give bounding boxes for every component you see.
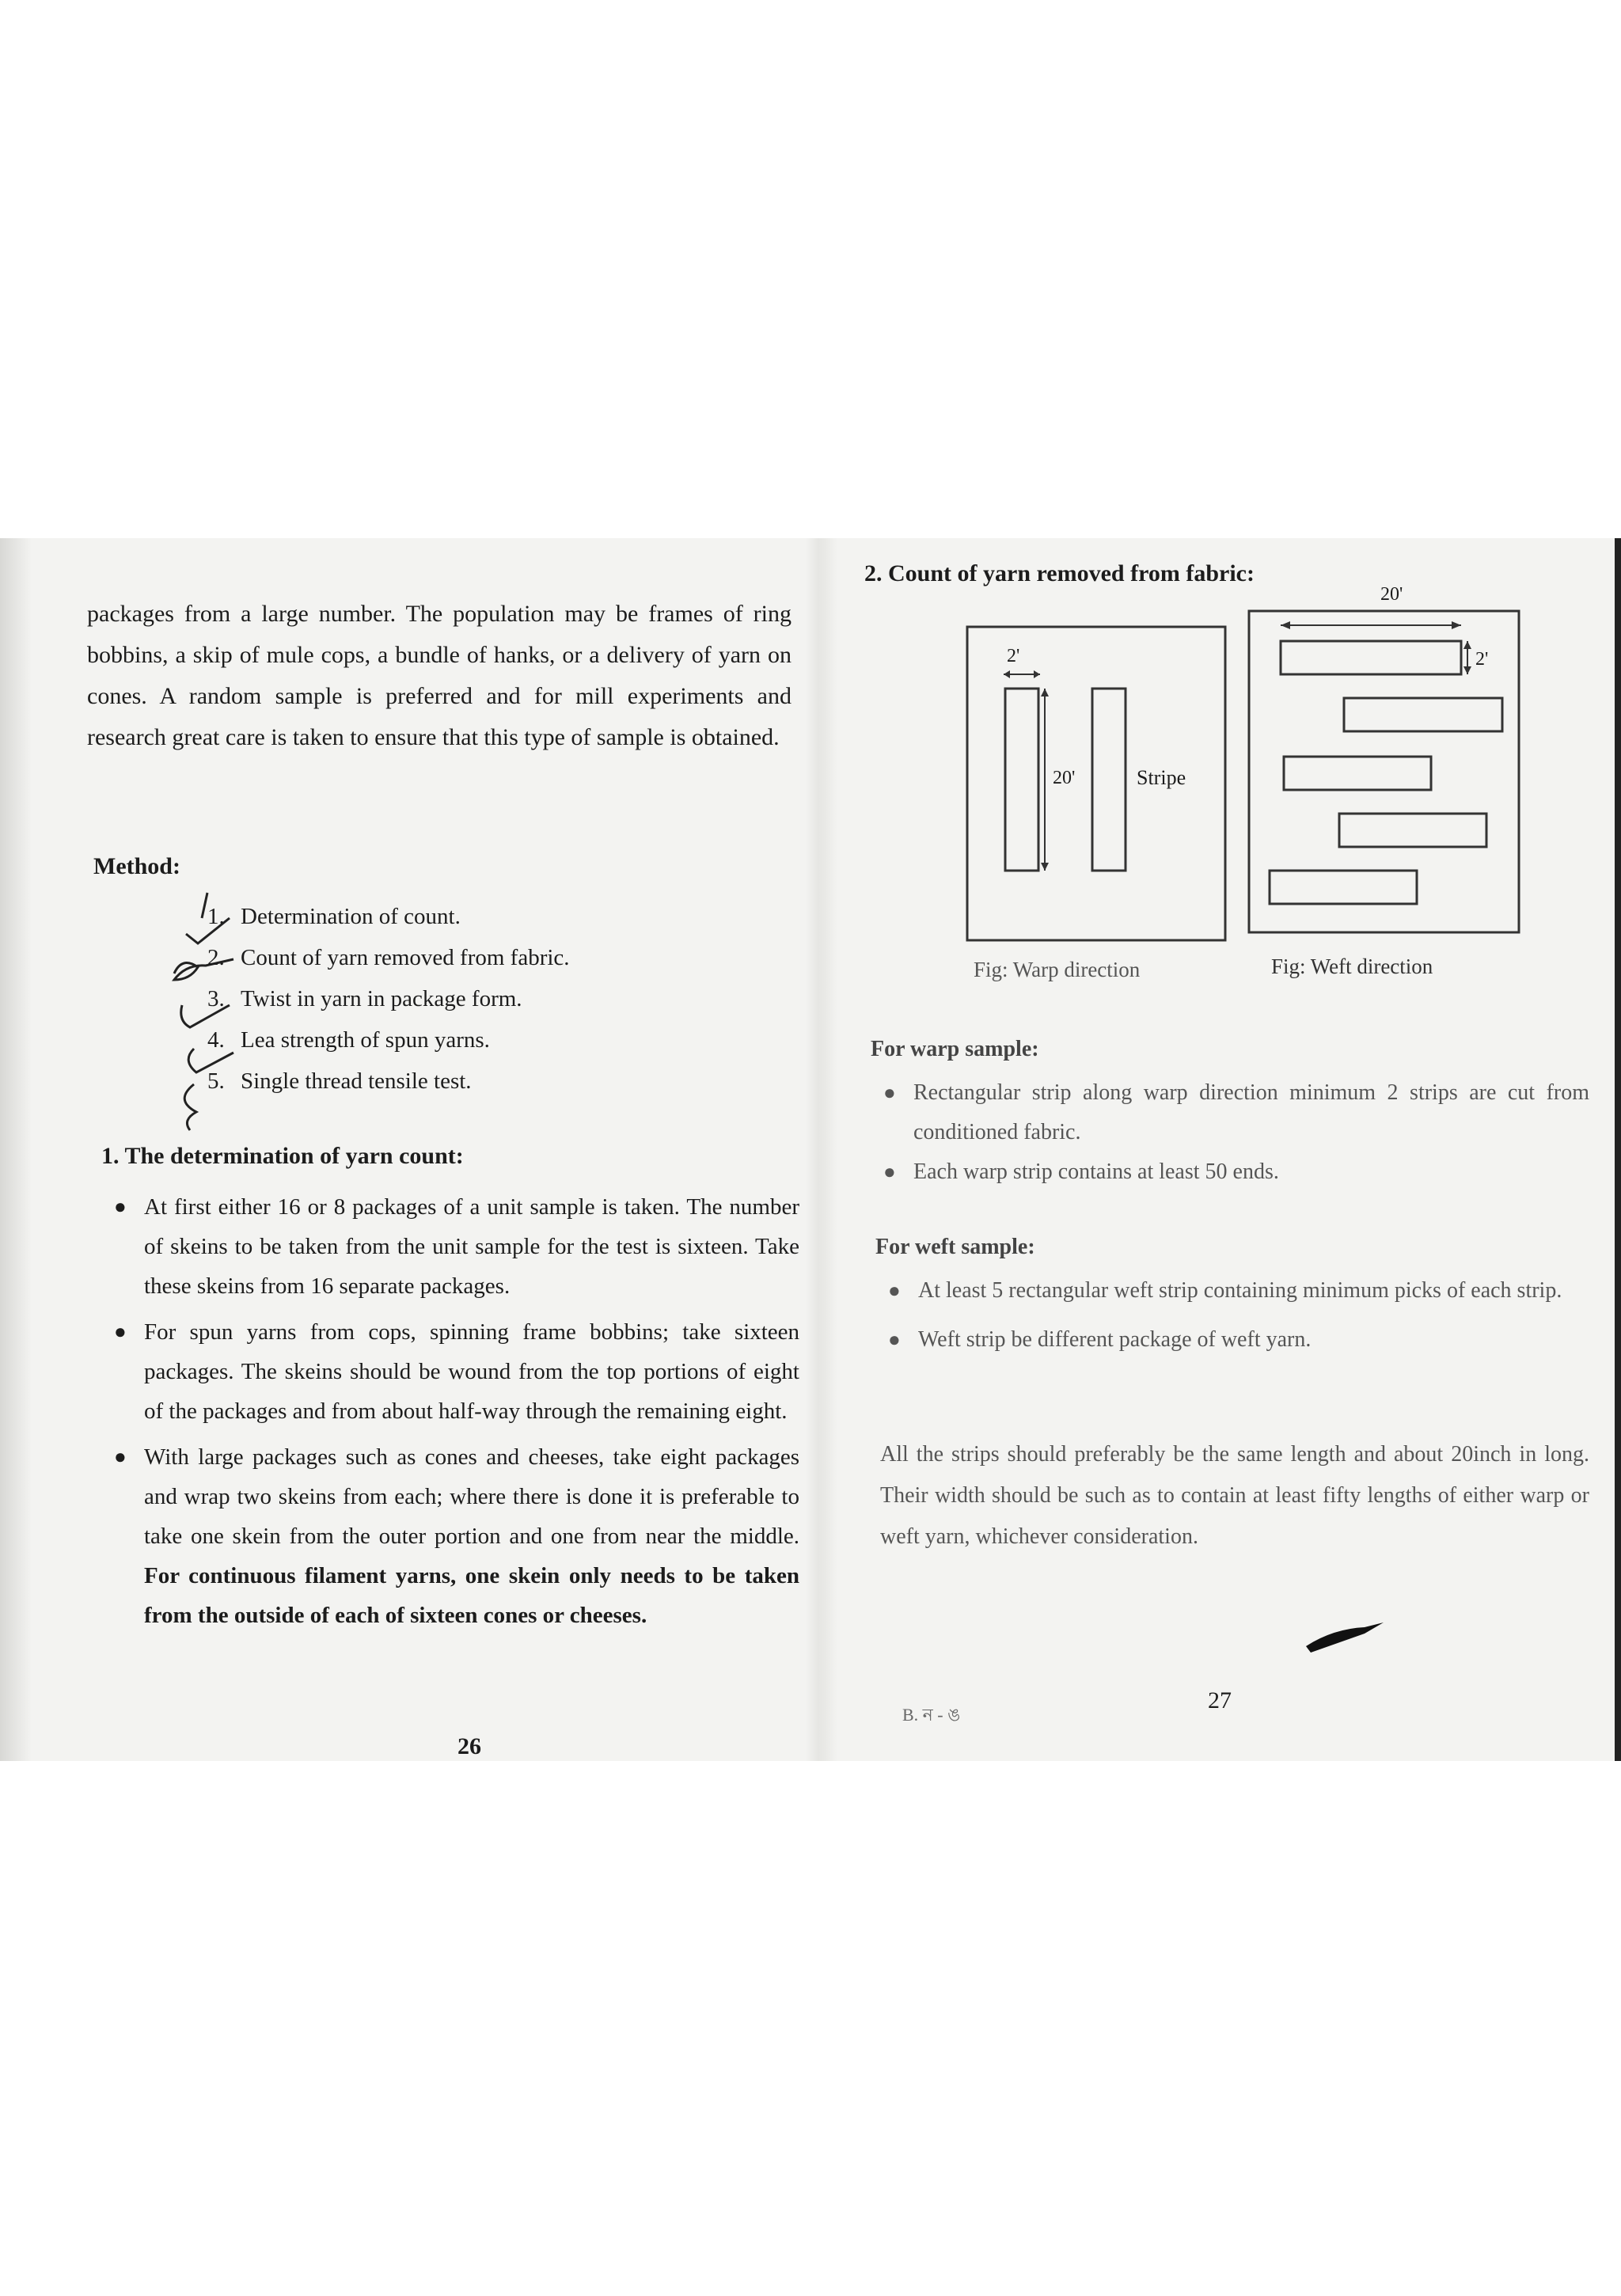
closing-paragraph: All the strips should preferably be the same length and about 20inch in long. Their width should be such as to contain at least fifty lengths of either warp or weft yarn, whichever consideration. bbox=[880, 1442, 1589, 1549]
method-heading: Method: bbox=[93, 853, 180, 879]
method-item: 2. Count of yarn removed from fabric. bbox=[207, 945, 570, 970]
method-list bbox=[207, 896, 570, 1102]
weft-diagram bbox=[1247, 578, 1520, 934]
list-item: ● Each warp strip contains at least 50 ends. bbox=[883, 1159, 1279, 1184]
warp-direction-figure bbox=[966, 625, 1227, 942]
warp-stripe-label: Stripe bbox=[1137, 766, 1186, 789]
footer-mark: B. ন - ঙ bbox=[902, 1705, 961, 1725]
list-item: ● Rectangular strip along warp direction minimum 2 strips are cut from conditioned fabric. bbox=[883, 1080, 1589, 1144]
warp-sample-heading: For warp sample: bbox=[871, 1037, 1039, 1061]
weft-width-label: 2' bbox=[1475, 649, 1489, 670]
weft-figure-caption: Fig: Weft direction bbox=[1271, 954, 1433, 978]
method-item: 5. Single thread tensile test. bbox=[207, 1068, 472, 1094]
method-item: 3. Twist in yarn in package form. bbox=[207, 986, 522, 1011]
warp-width-label: 2' bbox=[1007, 646, 1020, 666]
page-number-left: 26 bbox=[457, 1733, 481, 1759]
right-page bbox=[823, 538, 1621, 1761]
weft-direction-figure bbox=[1247, 578, 1520, 934]
method-item: 1. Determination of count. bbox=[207, 904, 461, 929]
weft-sample-heading: For weft sample: bbox=[875, 1235, 1035, 1259]
list-item: ● For spun yarns from cops, spinning frame bobbins; take sixteen packages. The skeins should be wound from the top portions of eight of the packages and from about half-way through the remaining eight. bbox=[114, 1319, 799, 1424]
intro-paragraph: packages from a large number. The population may be frames of ring bobbins, a skip of mule cops, a bundle of hanks, or a delivery of yarn on cones. A random sample is preferred and for mill experiments and research great care is taken to ensure that this type of sample is obtained. bbox=[87, 601, 792, 750]
weft-sample-bullets bbox=[877, 1271, 1594, 1360]
section1-heading: 1. The determination of yarn count: bbox=[101, 1143, 464, 1169]
warp-diagram bbox=[966, 625, 1227, 942]
page-number-right: 27 bbox=[1208, 1687, 1232, 1713]
warp-figure-caption: Fig: Warp direction bbox=[974, 958, 1141, 981]
list-item: ● At least 5 rectangular weft strip containing minimum picks of each strip. bbox=[888, 1278, 1562, 1303]
pen-mark bbox=[1301, 1616, 1388, 1656]
section1-bullets bbox=[103, 1187, 799, 1635]
list-item: ● Weft strip be different package of weft yarn. bbox=[888, 1327, 1312, 1352]
left-page bbox=[0, 538, 815, 1761]
list-item: ● At first either 16 or 8 packages of a unit sample is taken. The number of skeins to be taken from the unit sample for the test is sixteen. Take these skeins from 16 separate packages. bbox=[114, 1194, 799, 1299]
method-item: 4. Lea strength of spun yarns. bbox=[207, 1027, 490, 1053]
warp-sample-bullets bbox=[872, 1073, 1589, 1192]
list-item: ● With large packages such as cones and cheeses, take eight packages and wrap two skeins from each; where there is done it is preferable to take one skein from the outer portion and one from near the middle. For continuous filament yarns, one skein only needs to be taken from the outside of each of sixteen cones or cheeses. bbox=[114, 1444, 799, 1628]
section2-heading: 2. Count of yarn removed from fabric: bbox=[864, 560, 1255, 586]
weft-length-label: 20' bbox=[1380, 584, 1403, 605]
warp-length-label: 20' bbox=[1053, 768, 1076, 788]
